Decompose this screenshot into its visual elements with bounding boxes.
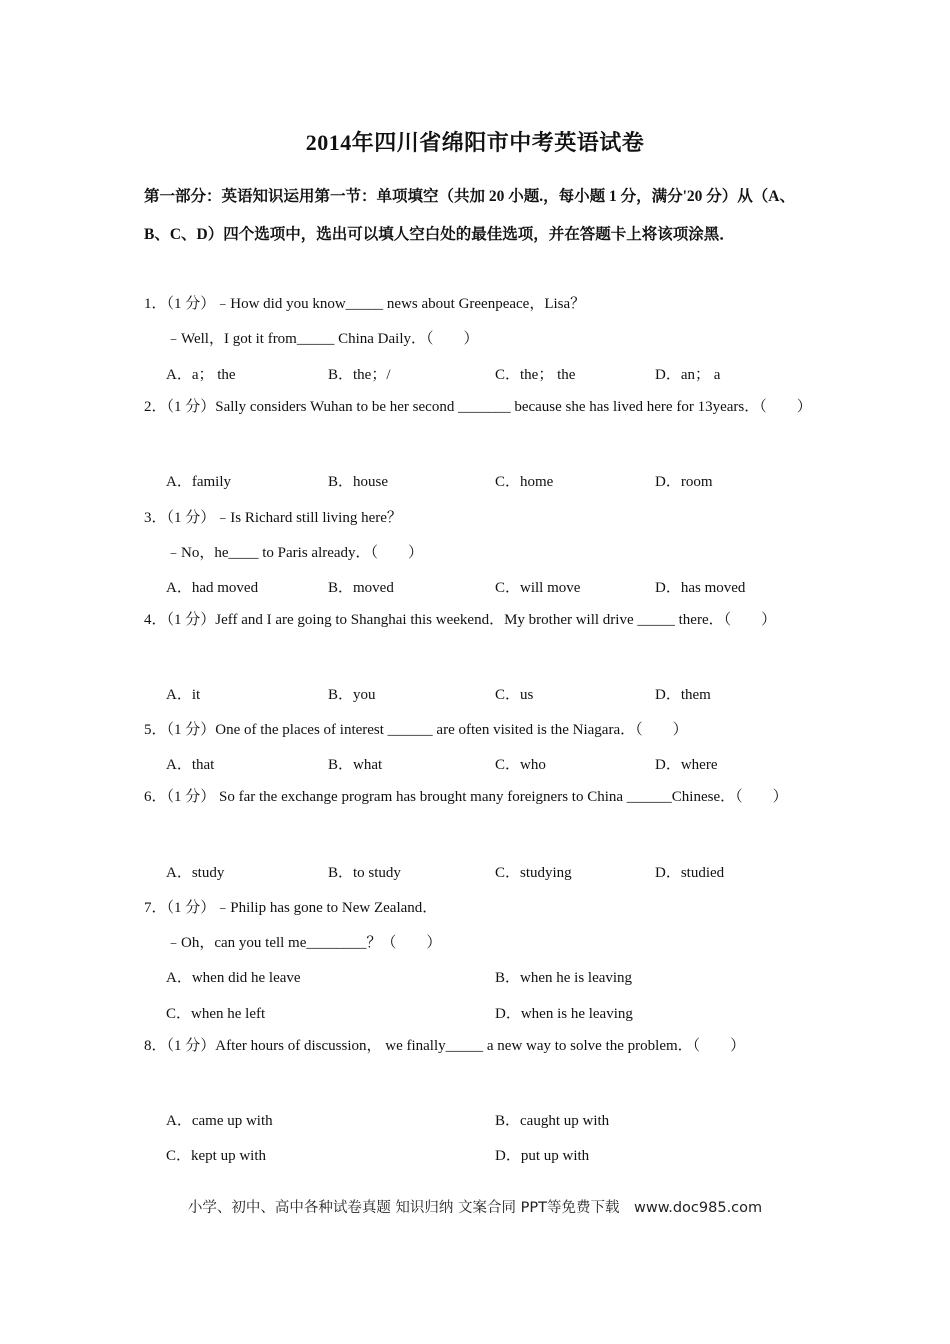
question-3-stem: 3．（1 分）﹣Is Richard still living here？ xyxy=(144,510,402,526)
question-4-stem: 4．（1 分）Jeff and I are going to Shanghai this weekend．My brother will drive _____ there．（ ） xyxy=(144,612,777,628)
question-1-option-b: B．the；/ xyxy=(328,367,391,383)
question-5-stem: 5．（1 分）One of the places of interest ______ are often visited is the Niagara．（ ） xyxy=(144,722,688,738)
question-3-option-c: C．will move xyxy=(495,580,581,596)
question-2-option-d: D．room xyxy=(655,474,713,490)
question-6-option-b: B．to study xyxy=(328,865,401,881)
question-7-option-b: B．when he is leaving xyxy=(495,970,633,986)
question-2-option-c: C．home xyxy=(495,474,554,490)
question-2-option-b: B．house xyxy=(328,474,389,490)
question-1-option-a: A．a； the xyxy=(166,367,236,383)
question-1-stem: 1．（1 分）﹣How did you know_____ news about Greenpeace，Lisa？ xyxy=(144,296,586,312)
question-8-option-d: D．put up with xyxy=(495,1148,590,1164)
question-3-option-a: A．had moved xyxy=(166,580,259,596)
question-3-option-d: D．has moved xyxy=(655,580,746,596)
section-instructions: 第一部分：英语知识运用第一节：单项填空（共加 20 小题.，每小题 1 分，满分'20 分）从（A、B、C、D）四个选项中，选出可以填人空白处的最佳选项，并在答题卡上将该项涂黑． xyxy=(144,188,796,243)
question-1-option-c: C．the； the xyxy=(495,367,576,383)
question-7-option-d: D．when is he leaving xyxy=(495,1006,633,1022)
question-6-option-c: C．studying xyxy=(495,865,572,881)
question-8-option-c: C．kept up with xyxy=(166,1148,266,1164)
question-5-option-a: A．that xyxy=(166,757,215,773)
question-6-option-a: A．study xyxy=(166,865,225,881)
question-7-option-a: A．when did he leave xyxy=(166,970,301,986)
question-2-stem: 2．（1 分）Sally considers Wuhan to be her second _______ because she has lived here for 13years．（ ） xyxy=(144,399,812,415)
question-6-stem: 6．（1 分） So far the exchange program has brought many foreigners to China ______Chinese．（ ） xyxy=(144,789,788,805)
question-4-option-d: D．them xyxy=(655,687,711,703)
footer-banner: 小学、初中、高中各种试卷真题 知识归纳 文案合同 PPT等免费下载 www.doc985.com xyxy=(187,1200,763,1216)
question-3-option-b: B．moved xyxy=(328,580,394,596)
question-5-option-b: B．what xyxy=(328,757,383,773)
question-6-option-d: D．studied xyxy=(655,865,725,881)
question-7-option-c: C．when he left xyxy=(166,1006,266,1022)
question-5-option-d: D．where xyxy=(655,757,718,773)
question-3-line2: ﹣No，he____ to Paris already．（ ） xyxy=(166,545,424,561)
question-7-stem: 7．（1 分）﹣Philip has gone to New Zealand． xyxy=(144,900,438,916)
question-8-stem: 8．（1 分）After hours of discussion， we finally_____ a new way to solve the problem．（ ） xyxy=(144,1038,746,1054)
question-2-option-a: A．family xyxy=(166,474,231,490)
question-1-option-d: D．an； a xyxy=(655,367,721,383)
question-1-line2: ﹣Well，I got it from_____ China Daily．（ ） xyxy=(166,331,479,347)
page-title: 2014年四川省绵阳市中考英语试卷 xyxy=(305,130,645,155)
question-7-line2: ﹣Oh，can you tell me________？（ ） xyxy=(166,935,442,951)
question-4-option-a: A．it xyxy=(166,687,201,703)
question-5-option-c: C．who xyxy=(495,757,546,773)
question-4-option-c: C．us xyxy=(495,687,534,703)
question-8-option-a: A．came up with xyxy=(166,1113,273,1129)
question-4-option-b: B．you xyxy=(328,687,376,703)
question-8-option-b: B．caught up with xyxy=(495,1113,610,1129)
